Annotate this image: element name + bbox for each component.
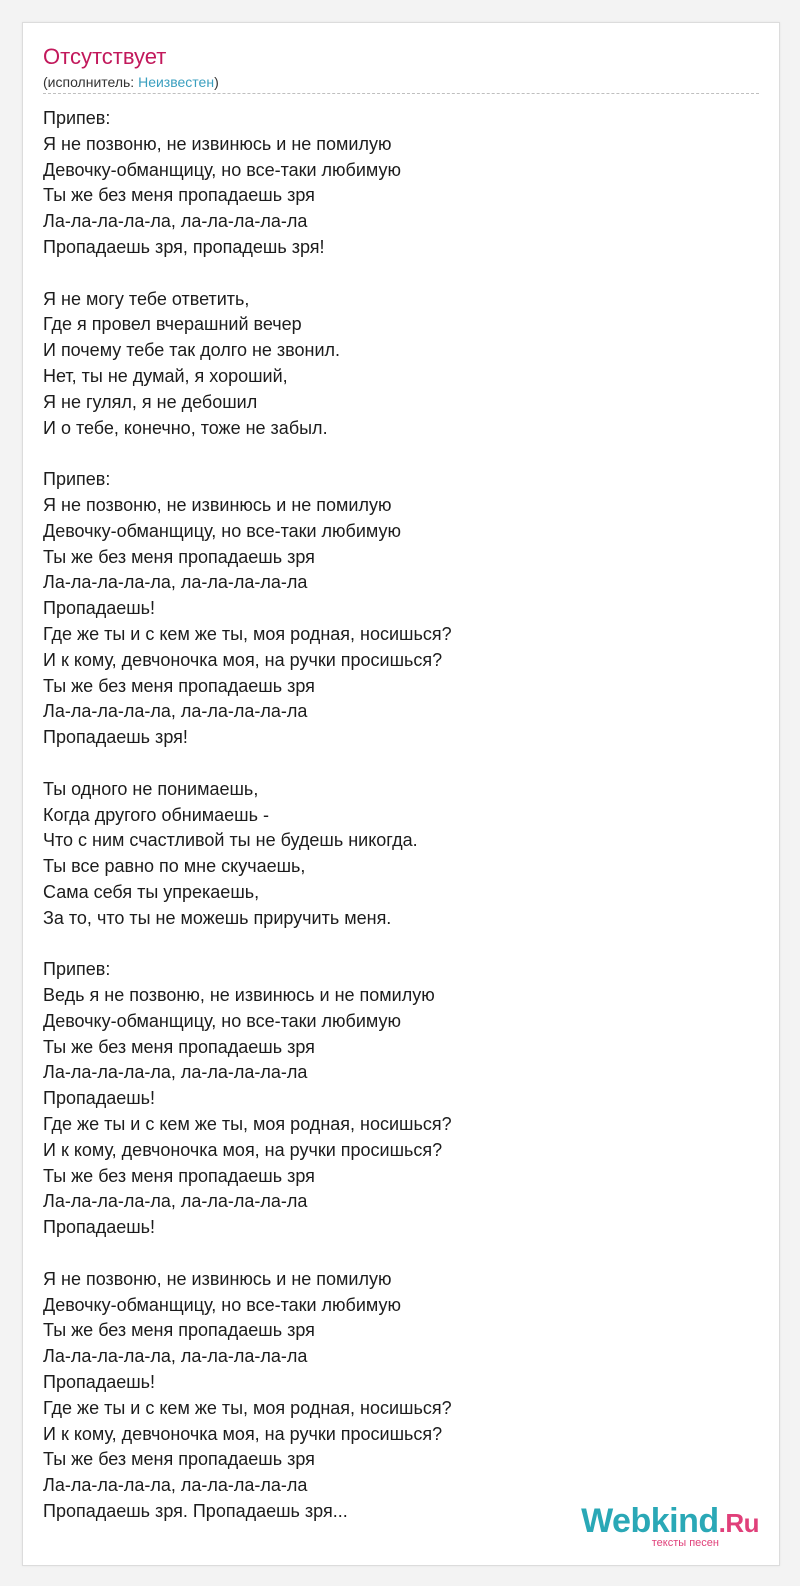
lyrics-line: Девочку-обманщицу, но все-таки любимую — [43, 520, 401, 541]
lyrics-line: И почему тебе так долго не звонил. — [43, 340, 341, 361]
artist-line — [43, 73, 219, 91]
song-title: Отсутствует — [43, 44, 167, 69]
lyrics-line: Ты все равно по мне скучаешь, — [43, 856, 306, 877]
lyrics-line: Где же ты и с кем же ты, моя родная, носишься? — [43, 623, 452, 644]
lyrics-line: И к кому, девчоночка моя, на ручки просишься? — [43, 1139, 443, 1160]
lyrics-line: И к кому, девчоночка моя, на ручки просишься? — [43, 649, 443, 670]
artist-link[interactable]: Неизвестен — [138, 74, 215, 90]
lyrics-line: Ты же без меня пропадаешь зря — [43, 1036, 315, 1057]
lyrics-body — [43, 106, 759, 1525]
lyrics-line: Припев: — [43, 959, 111, 980]
lyrics-line: Ла-ла-ла-ла-ла, ла-ла-ла-ла-ла — [43, 1475, 308, 1496]
logo-main-text: Webkind — [581, 1502, 719, 1540]
lyrics-blank-line — [43, 1241, 759, 1267]
header-divider — [43, 93, 759, 94]
lyrics-line: Ла-ла-ла-ла-ла, ла-ла-ла-ла-ла — [43, 1346, 308, 1367]
lyrics-line: Ты же без меня пропадаешь зря — [43, 546, 315, 567]
lyrics-line: Припев: — [43, 108, 111, 128]
lyrics-line: Пропадаешь! — [43, 1217, 156, 1238]
artist-prefix: (исполнитель: — [43, 74, 139, 90]
lyrics-line: Ла-ла-ла-ла-ла, ла-ла-ла-ла-ла — [43, 1191, 308, 1212]
lyrics-line: Ты же без меня пропадаешь зря — [43, 1165, 315, 1186]
site-logo[interactable] — [581, 1503, 759, 1549]
lyrics-line: Пропадаешь! — [43, 1372, 156, 1393]
lyrics-line: Когда другого обнимаешь - — [43, 804, 269, 825]
lyrics-line: Припев: — [43, 469, 111, 490]
lyrics-line: Ты же без меня пропадаешь зря — [43, 1449, 315, 1470]
lyrics-blank-line — [43, 932, 759, 958]
lyrics-line: Пропадаешь зря. Пропадаешь зря... — [43, 1501, 348, 1522]
lyrics-line: Я не гулял, я не дебошил — [43, 391, 258, 412]
lyrics-line: Я не позвоню, не извинюсь и не помилую — [43, 1268, 392, 1289]
lyrics-line: Я не позвоню, не извинюсь и не помилую — [43, 494, 392, 515]
logo-tagline: тексты песен — [651, 1537, 719, 1549]
lyrics-line: Я не позвоню, не извинюсь и не помилую — [43, 133, 392, 154]
lyrics-line: Девочку-обманщицу, но все-таки любимую — [43, 1294, 401, 1315]
lyrics-line: Что с ним счастливой ты не будешь никогда. — [43, 830, 418, 851]
lyrics-line: Девочку-обманщицу, но все-таки любимую — [43, 159, 401, 180]
lyrics-line: И к кому, девчоночка моя, на ручки просишься? — [43, 1423, 443, 1444]
lyrics-line: Пропадаешь! — [43, 1088, 156, 1109]
lyrics-line: Ты же без меня пропадаешь зря — [43, 675, 315, 696]
lyrics-line: Я не могу тебе ответить, — [43, 288, 250, 309]
lyrics-line: Где я провел вчерашний вечер — [43, 314, 302, 335]
lyrics-line: Ла-ла-ла-ла-ла, ла-ла-ла-ла-ла — [43, 701, 308, 722]
lyrics-line: Девочку-обманщицу, но все-таки любимую — [43, 1010, 401, 1031]
artist-suffix: ) — [214, 74, 219, 90]
lyrics-line: Ты же без меня пропадаешь зря — [43, 1320, 315, 1341]
lyrics-line: Пропадаешь! — [43, 598, 156, 619]
lyrics-blank-line — [43, 261, 759, 287]
lyrics-line: Где же ты и с кем же ты, моя родная, носишься? — [43, 1114, 452, 1135]
logo-tld-text: .Ru — [718, 1508, 759, 1538]
lyrics-line: За то, что ты не можешь приручить меня. — [43, 907, 392, 928]
lyrics-line: Пропадаешь зря! — [43, 727, 188, 748]
logo-wordmark — [581, 1503, 759, 1541]
lyrics-line: Пропадаешь зря, пропадешь зря! — [43, 236, 325, 257]
lyrics-line: Где же ты и с кем же ты, моя родная, носишься? — [43, 1397, 452, 1418]
lyrics-line: Ла-ла-ла-ла-ла, ла-ла-ла-ла-ла — [43, 572, 308, 593]
lyrics-line: Ла-ла-ла-ла-ла, ла-ла-ла-ла-ла — [43, 1062, 308, 1083]
lyrics-line: Ты же без меня пропадаешь зря — [43, 185, 315, 206]
lyrics-line: Ла-ла-ла-ла-ла, ла-ла-ла-ла-ла — [43, 211, 308, 232]
lyrics-blank-line — [43, 441, 759, 467]
lyrics-card — [22, 22, 780, 1566]
lyrics-line: И о тебе, конечно, тоже не забыл. — [43, 417, 328, 438]
lyrics-line: Ведь я не позвоню, не извинюсь и не помилую — [43, 985, 435, 1006]
lyrics-line: Нет, ты не думай, я хороший, — [43, 365, 288, 386]
lyrics-line: Ты одного не понимаешь, — [43, 778, 259, 799]
lyrics-blank-line — [43, 751, 759, 777]
lyrics-line: Сама себя ты упрекаешь, — [43, 881, 260, 902]
